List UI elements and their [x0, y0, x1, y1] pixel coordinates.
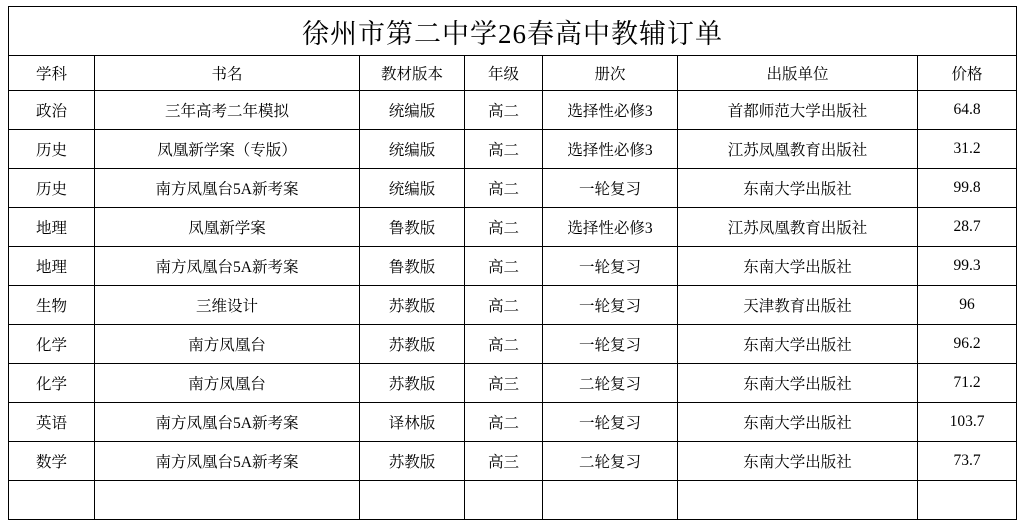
table-row: [9, 247, 1017, 286]
cell-subject: 生物: [9, 286, 95, 325]
cell-volume: 一轮复习: [543, 286, 678, 325]
cell-publisher: 江苏凤凰教育出版社: [678, 208, 918, 247]
cell-grade: 高二: [465, 247, 543, 286]
column-header-price: 价格: [918, 56, 1017, 91]
column-header-row: [9, 56, 1017, 91]
cell-publisher: 东南大学出版社: [678, 169, 918, 208]
cell-publisher: 东南大学出版社: [678, 247, 918, 286]
cell-price: 31.2: [918, 130, 1017, 169]
page-title: 徐州市第二中学26春高中教辅订单: [9, 7, 1017, 56]
order-table: [8, 6, 1017, 520]
cell-book: 南方凤凰台5A新考案: [95, 247, 360, 286]
cell-price: 28.7: [918, 208, 1017, 247]
cell-volume: 选择性必修3: [543, 91, 678, 130]
cell-book: 南方凤凰台5A新考案: [95, 403, 360, 442]
cell-edition: 苏教版: [360, 325, 465, 364]
column-header-volume: 册次: [543, 56, 678, 91]
cell-edition: 鲁教版: [360, 208, 465, 247]
cell-subject: 政治: [9, 91, 95, 130]
cell-book: 凤凰新学案（专版）: [95, 130, 360, 169]
cell-volume: 二轮复习: [543, 442, 678, 481]
cell-subject: 化学: [9, 364, 95, 403]
table-row: [9, 442, 1017, 481]
cell-volume: 一轮复习: [543, 325, 678, 364]
cell-edition: 统编版: [360, 130, 465, 169]
table-row: [9, 91, 1017, 130]
cell-price: [918, 481, 1017, 520]
table-body: [9, 91, 1017, 520]
cell-book: 南方凤凰台5A新考案: [95, 169, 360, 208]
column-header-subject: 学科: [9, 56, 95, 91]
table-row: [9, 364, 1017, 403]
cell-subject: 化学: [9, 325, 95, 364]
cell-subject: 历史: [9, 169, 95, 208]
column-header-publisher: 出版单位: [678, 56, 918, 91]
table-row: [9, 169, 1017, 208]
cell-book: 南方凤凰台: [95, 325, 360, 364]
title-row: [9, 7, 1017, 56]
cell-grade: 高二: [465, 325, 543, 364]
cell-volume: 二轮复习: [543, 364, 678, 403]
cell-edition: 苏教版: [360, 286, 465, 325]
cell-edition: 统编版: [360, 91, 465, 130]
cell-edition: 鲁教版: [360, 247, 465, 286]
cell-grade: [465, 481, 543, 520]
cell-grade: 高二: [465, 208, 543, 247]
cell-price: 103.7: [918, 403, 1017, 442]
cell-volume: 选择性必修3: [543, 130, 678, 169]
cell-grade: 高二: [465, 91, 543, 130]
cell-publisher: 东南大学出版社: [678, 364, 918, 403]
cell-subject: 地理: [9, 247, 95, 286]
cell-volume: 选择性必修3: [543, 208, 678, 247]
cell-price: 96.2: [918, 325, 1017, 364]
table-row: [9, 325, 1017, 364]
cell-book: 凤凰新学案: [95, 208, 360, 247]
cell-publisher: [678, 481, 918, 520]
cell-publisher: 东南大学出版社: [678, 442, 918, 481]
cell-publisher: 首都师范大学出版社: [678, 91, 918, 130]
column-header-edition: 教材版本: [360, 56, 465, 91]
table-row-partial: [9, 481, 1017, 520]
cell-edition: 统编版: [360, 169, 465, 208]
cell-grade: 高二: [465, 169, 543, 208]
column-header-book: 书名: [95, 56, 360, 91]
table-row: [9, 403, 1017, 442]
cell-book: 南方凤凰台: [95, 364, 360, 403]
cell-volume: 一轮复习: [543, 169, 678, 208]
cell-grade: 高二: [465, 403, 543, 442]
cell-edition: [360, 481, 465, 520]
cell-edition: 苏教版: [360, 364, 465, 403]
cell-book: 三维设计: [95, 286, 360, 325]
cell-volume: [543, 481, 678, 520]
table-row: [9, 286, 1017, 325]
cell-edition: 苏教版: [360, 442, 465, 481]
column-header-grade: 年级: [465, 56, 543, 91]
cell-publisher: 东南大学出版社: [678, 325, 918, 364]
cell-subject: 地理: [9, 208, 95, 247]
cell-price: 99.8: [918, 169, 1017, 208]
cell-price: 99.3: [918, 247, 1017, 286]
cell-subject: [9, 481, 95, 520]
cell-grade: 高二: [465, 286, 543, 325]
cell-book: 三年高考二年模拟: [95, 91, 360, 130]
cell-subject: 数学: [9, 442, 95, 481]
cell-volume: 一轮复习: [543, 403, 678, 442]
cell-book: [95, 481, 360, 520]
cell-price: 71.2: [918, 364, 1017, 403]
cell-edition: 译林版: [360, 403, 465, 442]
cell-grade: 高三: [465, 442, 543, 481]
cell-price: 73.7: [918, 442, 1017, 481]
cell-grade: 高三: [465, 364, 543, 403]
cell-subject: 英语: [9, 403, 95, 442]
cell-subject: 历史: [9, 130, 95, 169]
cell-volume: 一轮复习: [543, 247, 678, 286]
table-row: [9, 130, 1017, 169]
table-head: [9, 7, 1017, 91]
cell-publisher: 江苏凤凰教育出版社: [678, 130, 918, 169]
cell-price: 64.8: [918, 91, 1017, 130]
cell-book: 南方凤凰台5A新考案: [95, 442, 360, 481]
cell-grade: 高二: [465, 130, 543, 169]
cell-publisher: 东南大学出版社: [678, 403, 918, 442]
table-row: [9, 208, 1017, 247]
cell-publisher: 天津教育出版社: [678, 286, 918, 325]
cell-price: 96: [918, 286, 1017, 325]
